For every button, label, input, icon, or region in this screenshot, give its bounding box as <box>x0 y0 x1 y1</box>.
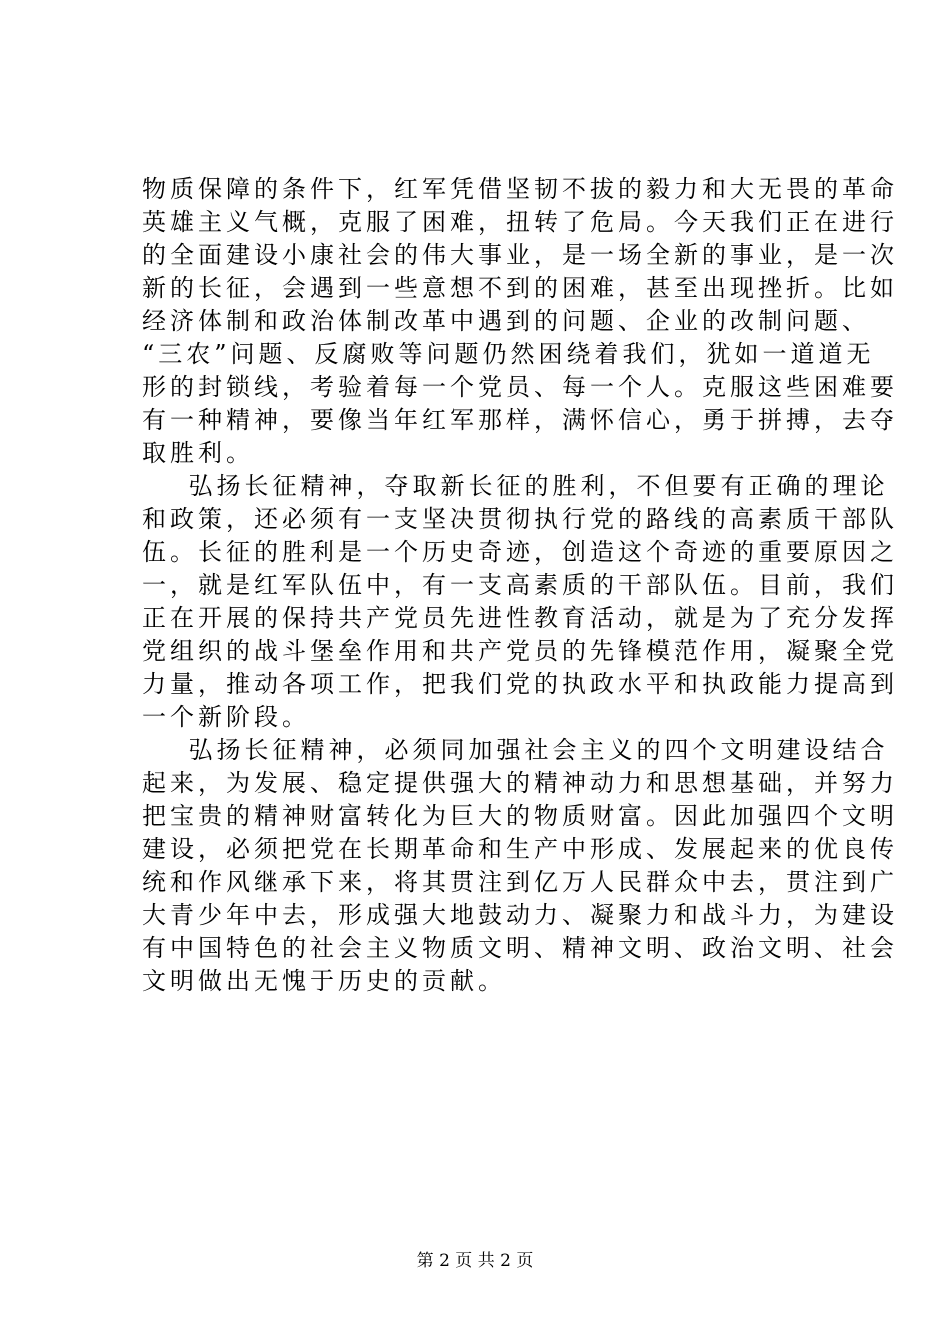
text-line: 经济体制和政治体制改革中遇到的问题、企业的改制问题、 <box>142 307 870 335</box>
text-line: 伍。长征的胜利是一个历史奇迹，创造这个奇迹的重要原因之 <box>142 538 898 566</box>
text-line: 取胜利。 <box>142 439 254 467</box>
text-line: 物质保障的条件下，红军凭借坚韧不拔的毅力和大无畏的革命 <box>142 175 898 203</box>
text-line: 一，就是红军队伍中，有一支高素质的干部队伍。目前，我们 <box>142 571 898 599</box>
text-line: 和政策，还必须有一支坚决贯彻执行党的路线的高素质干部队 <box>142 505 898 533</box>
text-line: 起来，为发展、稳定提供强大的精神动力和思想基础，并努力 <box>142 769 898 797</box>
text-line: 党组织的战斗堡垒作用和共产党员的先锋模范作用，凝聚全党 <box>142 637 898 665</box>
text-line: 把宝贵的精神财富转化为巨大的物质财富。因此加强四个文明 <box>142 802 898 830</box>
text-line: 的全面建设小康社会的伟大事业，是一场全新的事业，是一次 <box>142 241 898 269</box>
text-line: 形的封锁线，考验着每一个党员、每一个人。克服这些困难要 <box>142 373 898 401</box>
text-line: 建设，必须把党在长期革命和生产中形成、发展起来的优良传 <box>142 835 898 863</box>
text-line: 有中国特色的社会主义物质文明、精神文明、政治文明、社会 <box>142 934 898 962</box>
text-line: 英雄主义气概，克服了困难，扭转了危局。今天我们正在进行 <box>142 208 898 236</box>
text-line: 正在开展的保持共产党员先进性教育活动，就是为了充分发挥 <box>142 604 898 632</box>
text-line: 新的长征，会遇到一些意想不到的困难，甚至出现挫折。比如 <box>142 274 898 302</box>
text-line: 文明做出无愧于历史的贡献。 <box>142 967 506 995</box>
text-line: 弘扬长征精神，夺取新长征的胜利，不但要有正确的理论 <box>142 472 889 500</box>
text-line: 大青少年中去，形成强大地鼓动力、凝聚力和战斗力，为建设 <box>142 901 898 929</box>
text-line: 力量，推动各项工作，把我们党的执政水平和执政能力提高到 <box>142 670 898 698</box>
text-line: “三农”问题、反腐败等问题仍然困绕着我们，犹如一道道无 <box>142 340 875 368</box>
text-line: 弘扬长征精神，必须同加强社会主义的四个文明建设结合 <box>142 736 889 764</box>
page-footer: 第 2 页 共 2 页 <box>416 1251 534 1271</box>
text-line: 有一种精神，要像当年红军那样，满怀信心，勇于拼搏，去夺 <box>142 406 898 434</box>
text-line: 一个新阶段。 <box>142 703 310 731</box>
document-body <box>142 174 898 999</box>
text-line: 统和作风继承下来，将其贯注到亿万人民群众中去，贯注到广 <box>142 868 898 896</box>
